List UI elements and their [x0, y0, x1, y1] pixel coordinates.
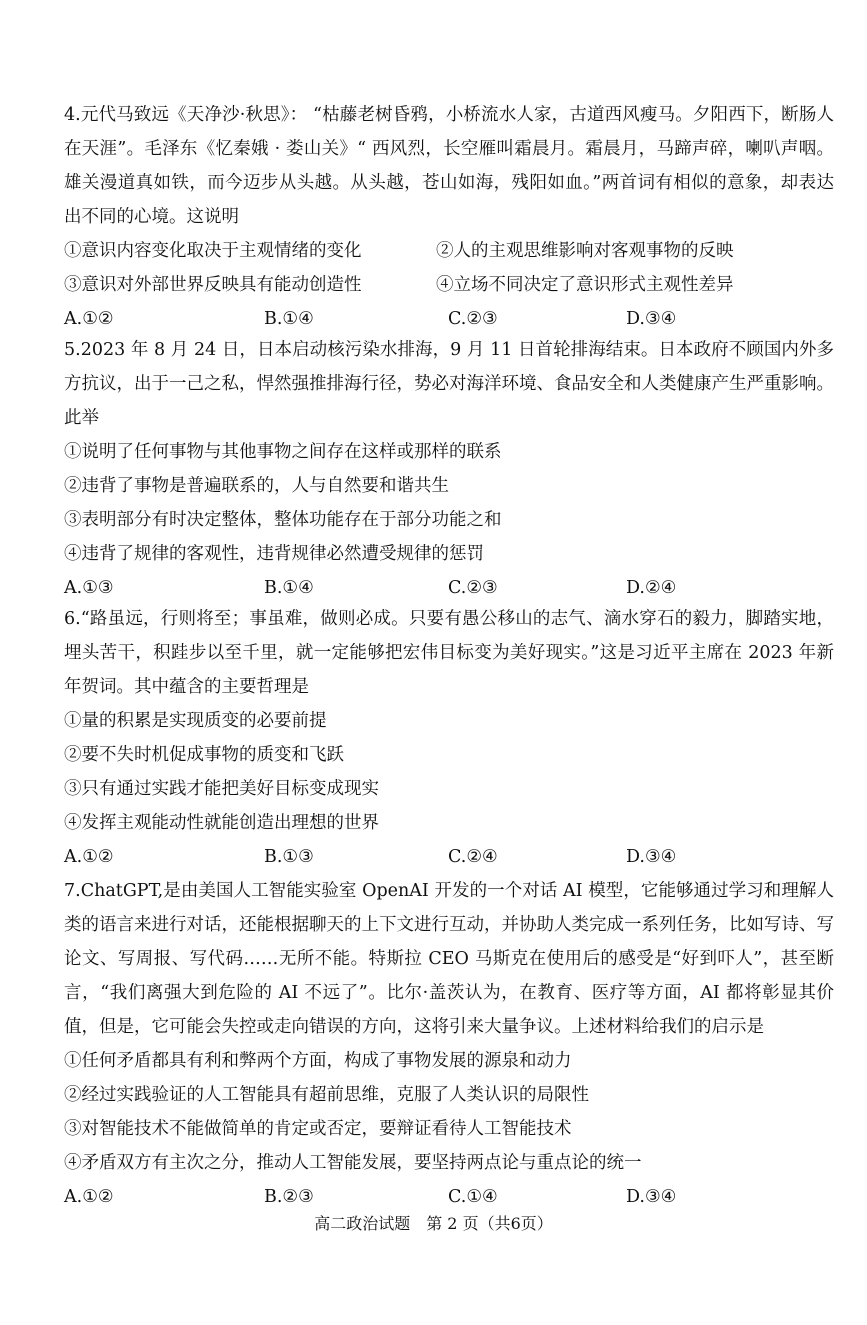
question-text: 元代马致远《天净沙·秋思》： “枯藤老树昏鸦，小桥流水人家，古道西风瘦马。夕阳西下，断肠人在天涯”。毛泽东《忆秦娥 · 娄山关》“ 西风烈，长空雁叫霜晨月。霜晨月，马蹄声碎，喇叭声咽。雄关漫道真如铁，而今迈步从头越。从头越，苍山如海，残阳如血。”两首词有相似的意象，却表达出不同的心境。这说明	[64, 105, 834, 227]
statement-2: ②人的主观思维影响对客观事物的反映	[436, 241, 734, 261]
choice-c: C.①④	[448, 1187, 498, 1207]
question-text: “路虽远，行则将至；事虽难，做则必成。只要有愚公移山的志气、滴水穿石的毅力，脚踏实地，埋头苦干，积跬步以至千里，就一定能够把宏伟目标变为美好现实。”这是习近平主席在 2023 年新年贺词。其中蕴含的主要哲理是	[64, 609, 834, 697]
choice-b: B.①④	[264, 578, 314, 598]
choice-a: A.①②	[64, 1187, 114, 1207]
page-footer: 高二政治试题 第 2 页（共6页）	[314, 1214, 553, 1233]
choice-c: C.②③	[448, 578, 498, 598]
question-stem	[64, 98, 834, 234]
statement-row	[64, 234, 834, 268]
statement-list	[64, 234, 834, 302]
answer-choices	[64, 1180, 834, 1214]
question-stem	[64, 874, 834, 1044]
statement-2: ②要不失时机促成事物的质变和飞跃	[64, 745, 344, 765]
choice-d: D.②④	[626, 578, 677, 598]
question-number: 7.	[64, 881, 81, 901]
question-4	[64, 98, 834, 336]
question-number: 6.	[64, 609, 81, 629]
question-7	[64, 874, 834, 1214]
statement-1: ①量的积累是实现质变的必要前提	[64, 711, 327, 731]
statement-row	[64, 268, 834, 302]
statement-3: ③只有通过实践才能把美好目标变成现实	[64, 779, 379, 799]
choice-d: D.③④	[626, 309, 677, 329]
statement-2: ②经过实践验证的人工智能具有超前思维，克服了人类认识的局限性	[64, 1085, 589, 1105]
question-5	[64, 333, 834, 605]
statement-4: ④立场不同决定了意识形式主观性差异	[436, 275, 734, 295]
question-stem	[64, 333, 834, 435]
question-text: ChatGPT,是由美国人工智能实验室 OpenAI 开发的一个对话 AI 模型，它能够通过学习和理解人类的语言来进行对话，还能根据聊天的上下文进行互动，并协助人类完成一系列任务，比如写诗、写论文、写周报、写代码……无所不能。特斯拉 CEO 马斯克在使用后的感受是“好到吓人”，甚至断言，“我们离强大到危险的 AI 不远了”。比尔·盖茨认为，在教育、医疗等方面，AI 都将彰显其价值，但是，它可能会失控或走向错误的方向，这将引来大量争议。上述材料给我们的启示是	[64, 881, 834, 1037]
question-6	[64, 602, 834, 874]
choice-a: A.①②	[64, 847, 114, 867]
statement-3: ③意识对外部世界反映具有能动创造性	[64, 275, 362, 295]
choice-d: D.③④	[626, 1187, 677, 1207]
choice-d: D.③④	[626, 847, 677, 867]
choice-a: A.①③	[64, 578, 114, 598]
question-number: 5.	[64, 340, 81, 360]
statement-1: ①任何矛盾都具有利和弊两个方面，构成了事物发展的源泉和动力	[64, 1051, 572, 1071]
statement-2: ②违背了事物是普遍联系的，人与自然要和谐共生	[64, 476, 449, 496]
statement-1: ①意识内容变化取决于主观情绪的变化	[64, 241, 362, 261]
choice-c: C.②④	[448, 847, 498, 867]
choice-a: A.①②	[64, 309, 114, 329]
answer-choices	[64, 840, 834, 874]
choice-b: B.①④	[264, 309, 314, 329]
question-text: 2023 年 8 月 24 日，日本启动核污染水排海，9 月 11 日首轮排海结束。日本政府不顾国内外多方抗议，出于一己之私，悍然强推排海行径，势必对海洋环境、食品安全和人类健康产生严重影响。此举	[64, 340, 834, 428]
answer-choices	[64, 571, 834, 605]
statement-1: ①说明了任何事物与其他事物之间存在这样或那样的联系	[64, 442, 502, 462]
question-number: 4.	[64, 105, 81, 125]
statement-3: ③表明部分有时决定整体，整体功能存在于部分功能之和	[64, 510, 502, 530]
choice-b: B.①③	[264, 847, 314, 867]
choice-c: C.②③	[448, 309, 498, 329]
choice-b: B.②③	[264, 1187, 314, 1207]
answer-choices	[64, 302, 834, 336]
statement-3: ③对智能技术不能做简单的肯定或否定，要辩证看待人工智能技术	[64, 1119, 572, 1139]
statement-4: ④发挥主观能动性就能创造出理想的世界	[64, 813, 379, 833]
statement-4: ④矛盾双方有主次之分，推动人工智能发展，要坚持两点论与重点论的统一	[64, 1153, 642, 1173]
statement-4: ④违背了规律的客观性，违背规律必然遭受规律的惩罚	[64, 544, 484, 564]
question-stem	[64, 602, 834, 704]
